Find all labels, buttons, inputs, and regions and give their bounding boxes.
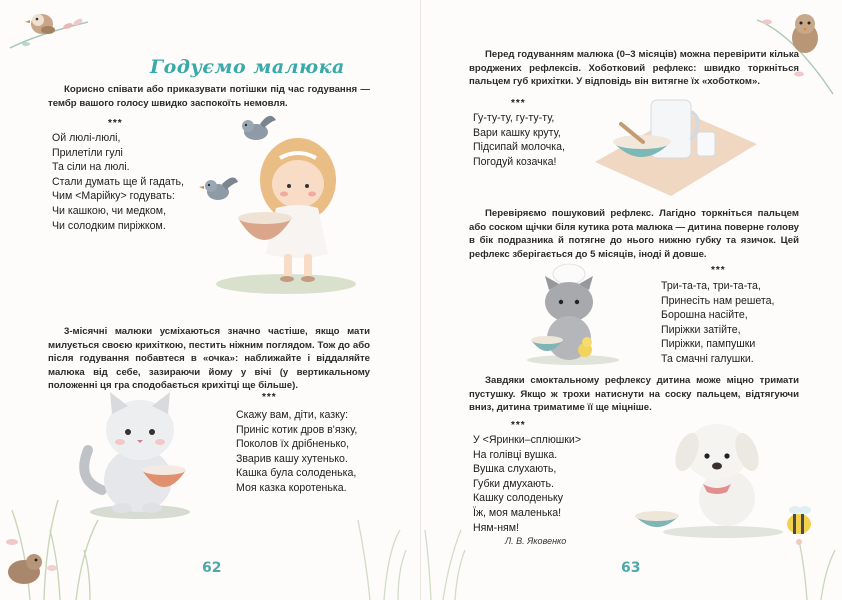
poem-line: Вари кашку круту,: [473, 126, 561, 139]
poem-line: Прилетіли гулі: [52, 146, 123, 159]
poem-line: Скажу вам, діти, казку:: [236, 409, 349, 421]
poem-line: Принесіть нам решета,: [661, 294, 775, 307]
poem-line: Борошна насійте,: [661, 309, 748, 322]
poem-line: Губки дмухають.: [473, 477, 554, 490]
poem-line: Підсипай молочка,: [473, 141, 565, 154]
reflex-text: Перед годуванням малюка (0–3 місяців) можна перевірити кілька вроджених рефлексів. Хоботковий рефлекс: швидко торкніться пальцем губ крихітки. У відповідь він витягне їх «хоботком».: [469, 49, 799, 88]
bird-branch-illustration: [8, 4, 92, 54]
grass-decoration: [421, 510, 481, 600]
search-reflex-paragraph: [469, 207, 799, 261]
poem-line: Та сіли на люлі.: [52, 161, 130, 174]
poem-separator: ***: [711, 265, 726, 276]
girl-with-bowl-illustration: [194, 108, 374, 300]
poem-line: На голівці вушка.: [473, 448, 558, 461]
chef-cat-illustration: [517, 262, 627, 366]
page-number-left: 62: [202, 560, 222, 576]
poem-4: [661, 279, 775, 367]
poem-line: Зварив кашу хутенько.: [236, 452, 348, 465]
poem-2: [236, 408, 357, 496]
poem-line: Вушка слухають,: [473, 463, 557, 476]
poem-5: [473, 433, 581, 535]
poem-line: Моя казка коротенька.: [236, 481, 347, 494]
poem-separator: ***: [262, 392, 277, 403]
search-reflex-text: Перевіряємо пошуковий рефлекс. Лагідно торкніться пальцем або соском щічки біля кутика рота малюка — дитина поверне голову в бік подразника й потягне до нього нижню губку та язичок. Цей рефлекс зберігається до 5 місяців, іноді й довше.: [469, 208, 799, 260]
poem-line: Ням-ням!: [473, 521, 520, 534]
suck-reflex-paragraph: [469, 374, 799, 415]
grass-bird-decoration: [0, 480, 140, 600]
poem-author: Л. В. Яковенко: [505, 536, 567, 546]
poem-line: Три-та-та, три-та-та,: [661, 280, 761, 292]
poem-line: Поколов їх дрібненько,: [236, 438, 350, 451]
poem-line: Кашку солоденьку: [473, 492, 564, 505]
intro-text: Корисно співати або приказувати потішки під час годування — тембр вашого голосу швидко заспокоїть немовля.: [48, 84, 370, 109]
poem-line: Кашка була солоденька,: [236, 467, 357, 480]
play-text: 3-місячні малюки усміхаються значно частіше, якщо мати милується своєю крихіткою, пестить ніжним поглядом. Тож до або після годування побавтеся в «очка»: наближайте і віддаляйте малюка від себе, зазираючи йому у вічі (у вертикальному положенні ця гра сподобається крихітці ще більше).: [48, 326, 370, 392]
poem-separator: ***: [511, 420, 526, 431]
poem-line: Та смачні галушки.: [661, 352, 754, 365]
page-title: Годуємо малюка: [150, 56, 345, 78]
poem-separator: ***: [511, 98, 526, 109]
poem-1: [52, 131, 184, 233]
poem-line: Чим <Марійку> годувать:: [52, 190, 175, 203]
poem-line: Погодуй козачка!: [473, 155, 557, 168]
grass-decoration: [350, 510, 420, 600]
poem-line: Чи солодким пиріжком.: [52, 219, 166, 232]
poem-separator: ***: [108, 118, 123, 129]
reflex-paragraph: [469, 48, 799, 89]
page-number-right: 63: [621, 560, 641, 576]
poem-3: [473, 111, 565, 169]
poem-line: Чи кашкою, чи медком,: [52, 204, 167, 217]
suck-reflex-text: Завдяки смоктальному рефлексу дитина може міцно тримати пустушку. Якщо ж трохи натиснути на соску пальцем, відтягуючи вниз, дитина триматиме її ще міцніше.: [469, 375, 799, 414]
poem-line: Ой люлі-люлі,: [52, 132, 121, 144]
poem-line: Стали думать ще й гадать,: [52, 175, 184, 188]
poem-line: Гу-ту-ту, гу-ту-ту,: [473, 112, 555, 124]
grass-flower-decoration: [787, 530, 842, 600]
poem-line: Приніс котик дров в'язку,: [236, 423, 358, 436]
poem-line: У <Яринки–сплюшки>: [473, 434, 582, 446]
poem-line: Пиріжки затійте,: [661, 323, 741, 336]
puppy-with-bowl-illustration: [631, 412, 841, 542]
poem-line: Їж, моя маленька!: [473, 506, 562, 519]
poem-line: Пиріжки, пампушки: [661, 338, 756, 351]
milk-and-porridge-illustration: [591, 92, 761, 200]
intro-paragraph: [48, 83, 370, 110]
play-paragraph: [48, 325, 370, 393]
right-page: [421, 0, 842, 600]
